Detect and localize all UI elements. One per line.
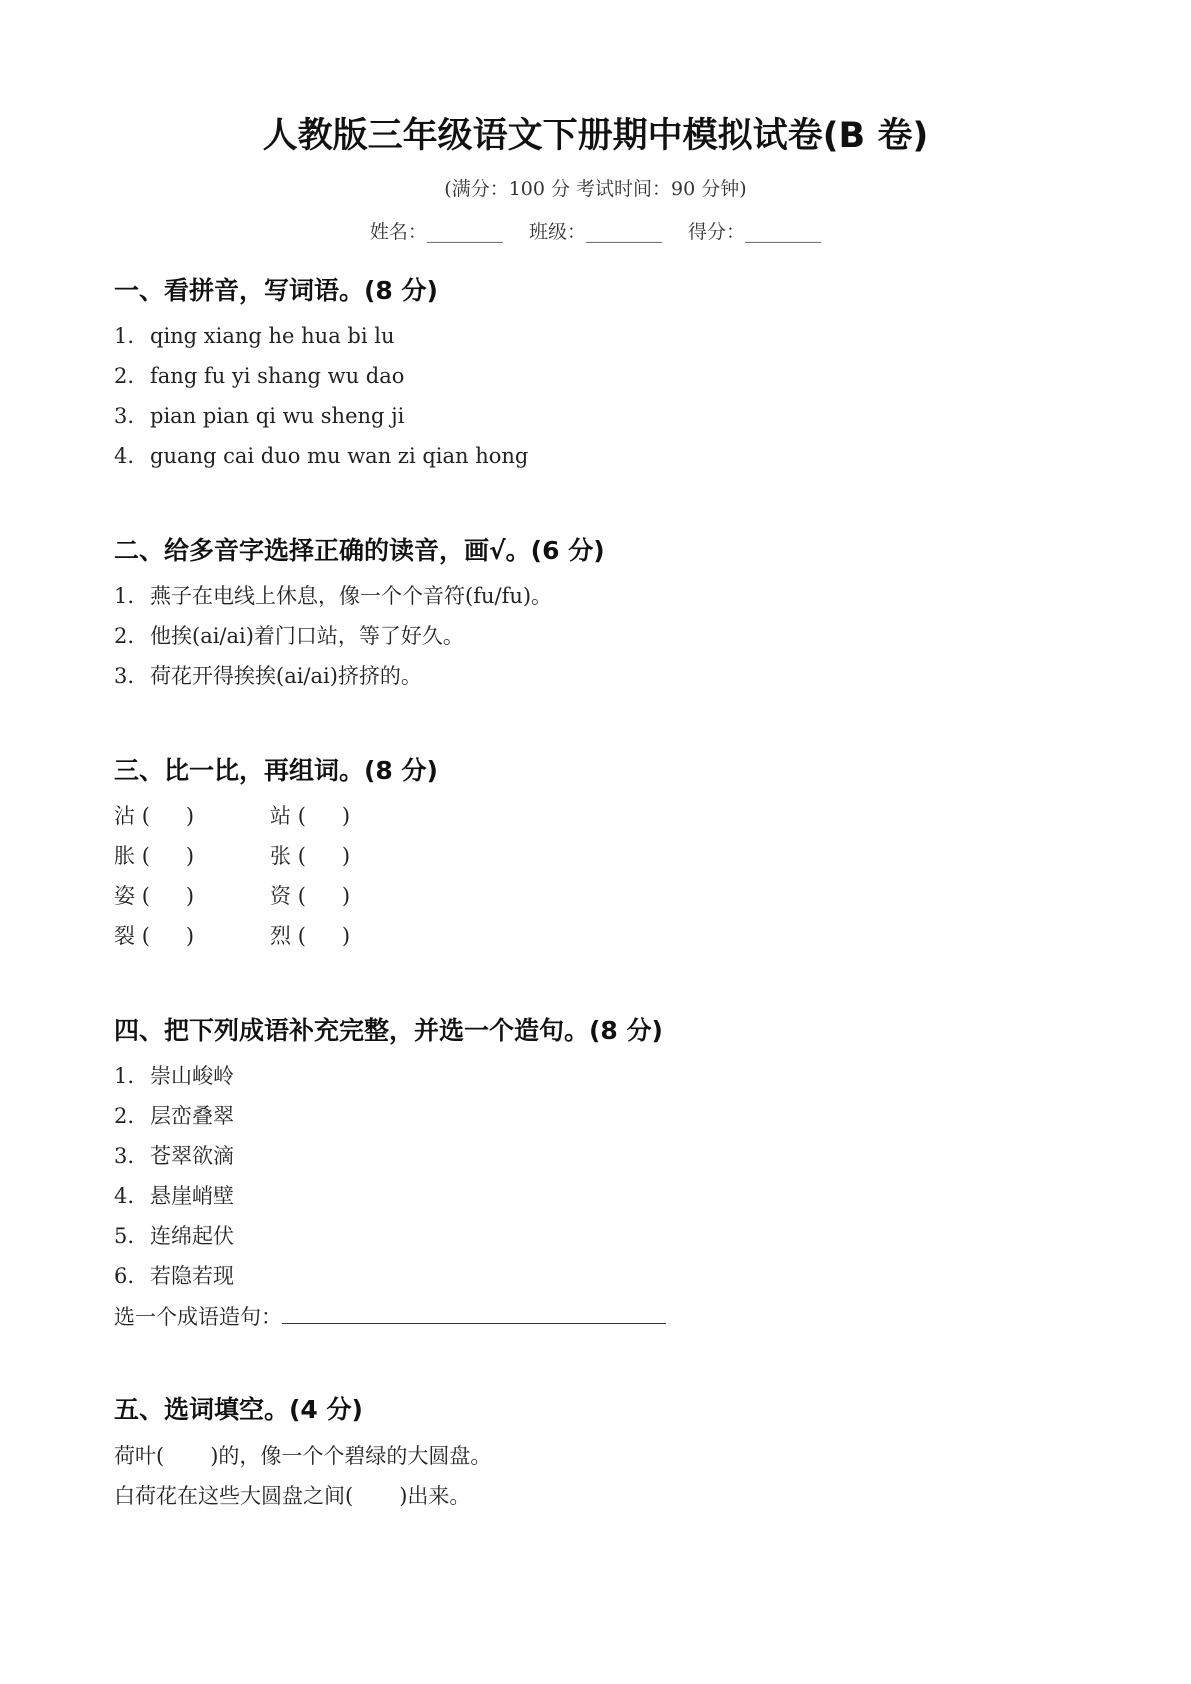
character: 站 [270,804,291,828]
idiom-text: 崇山峻岭 [150,1064,234,1088]
compare-pair-left [114,881,194,911]
item-number: 2. [114,624,135,648]
compare-pair-left [114,921,194,951]
section2-item [114,581,552,611]
item-number: 3. [114,664,135,688]
sentence-text: 他挨(ai/ai)着门口站，等了好久。 [150,624,464,648]
fill-text-after: )的，像一个个碧绿的大圆盘。 [210,1444,492,1468]
student-info-line [0,218,1191,246]
item-number: 3. [114,1144,135,1168]
sentence-text: 燕子在电线上休息，像一个个音符(fu/fu)。 [150,584,553,608]
item-number: 2. [114,364,135,388]
character: 裂 [114,924,135,948]
open-paren: ( [297,924,306,948]
idiom-item [114,1221,234,1251]
character: 资 [270,884,291,908]
idiom-text: 悬崖峭壁 [150,1184,234,1208]
close-paren: ) [341,884,351,908]
page-title: 人教版三年级语文下册期中模拟试卷(B 卷) [262,116,929,156]
character: 胀 [114,844,135,868]
idiom-item [114,1141,234,1171]
compare-pair-right [270,881,350,911]
compare-pair-right [270,841,350,871]
close-paren: ) [185,844,195,868]
character: 姿 [114,884,135,908]
idiom-text: 若隐若现 [150,1264,234,1288]
character: 烈 [270,924,291,948]
item-number: 4. [114,1184,135,1208]
idiom-text: 层峦叠翠 [150,1104,234,1128]
open-paren: ( [141,804,150,828]
idiom-item [114,1181,234,1211]
section2-item [114,661,422,691]
section1-heading: 一、看拼音，写词语。(8 分) [114,276,438,305]
pinyin-text: guang cai duo mu wan zi qian hong [150,444,529,468]
section3-heading: 三、比一比，再组词。(8 分) [114,756,438,785]
character: 沾 [114,804,135,828]
fill-text-before: 荷叶( [114,1444,165,1468]
sentence-prompt: 选一个成语造句： [114,1305,282,1329]
section1-item [114,361,404,391]
close-paren: ) [341,924,351,948]
section4-heading: 四、把下列成语补充完整，并选一个造句。(8 分) [114,1016,663,1045]
compare-pair-right [270,801,350,831]
sentence-prompt-line [114,1301,666,1332]
idiom-item [114,1061,234,1091]
item-number: 1. [114,584,135,608]
section5-heading: 五、选词填空。(4 分) [114,1395,363,1424]
close-paren: ) [341,804,351,828]
section1-item [114,321,394,351]
open-paren: ( [297,884,306,908]
pinyin-text: pian pian qi wu sheng ji [150,404,405,428]
section2-item [114,621,464,651]
score-field: 得分：________ [688,221,822,243]
pinyin-text: fang fu yi shang wu dao [150,364,405,388]
open-paren: ( [141,844,150,868]
item-number: 5. [114,1224,135,1248]
idiom-text: 苍翠欲滴 [150,1144,234,1168]
compare-pair-right [270,921,350,951]
section1-item [114,441,528,471]
item-number: 6. [114,1264,135,1288]
open-paren: ( [141,884,150,908]
fill-blank-line [114,1441,491,1471]
close-paren: ) [185,884,195,908]
class-field: 班级：________ [528,221,662,243]
open-paren: ( [297,804,306,828]
pinyin-text: qing xiang he hua bi lu [150,324,395,348]
fill-blank-line [114,1481,470,1511]
item-number: 2. [114,1104,135,1128]
idiom-item [114,1261,234,1291]
item-number: 3. [114,404,135,428]
close-paren: ) [341,844,351,868]
fill-text-after: )出来。 [399,1484,471,1508]
idiom-item [114,1101,234,1131]
sentence-answer-blank[interactable] [282,1301,666,1324]
exam-subtitle: (满分：100 分 考试时间：90 分钟) [444,178,747,200]
character: 张 [270,844,291,868]
fill-text-before: 白荷花在这些大圆盘之间( [114,1484,354,1508]
item-number: 4. [114,444,135,468]
section2-heading: 二、给多音字选择正确的读音，画√。(6 分) [114,536,605,565]
item-number: 1. [114,324,135,348]
item-number: 1. [114,1064,135,1088]
open-paren: ( [297,844,306,868]
compare-pair-left [114,841,194,871]
close-paren: ) [185,924,195,948]
name-field: 姓名：________ [369,221,503,243]
section1-item [114,401,404,431]
sentence-text: 荷花开得挨挨(ai/ai)挤挤的。 [150,664,422,688]
open-paren: ( [141,924,150,948]
close-paren: ) [185,804,195,828]
compare-pair-left [114,801,194,831]
idiom-text: 连绵起伏 [150,1224,234,1248]
